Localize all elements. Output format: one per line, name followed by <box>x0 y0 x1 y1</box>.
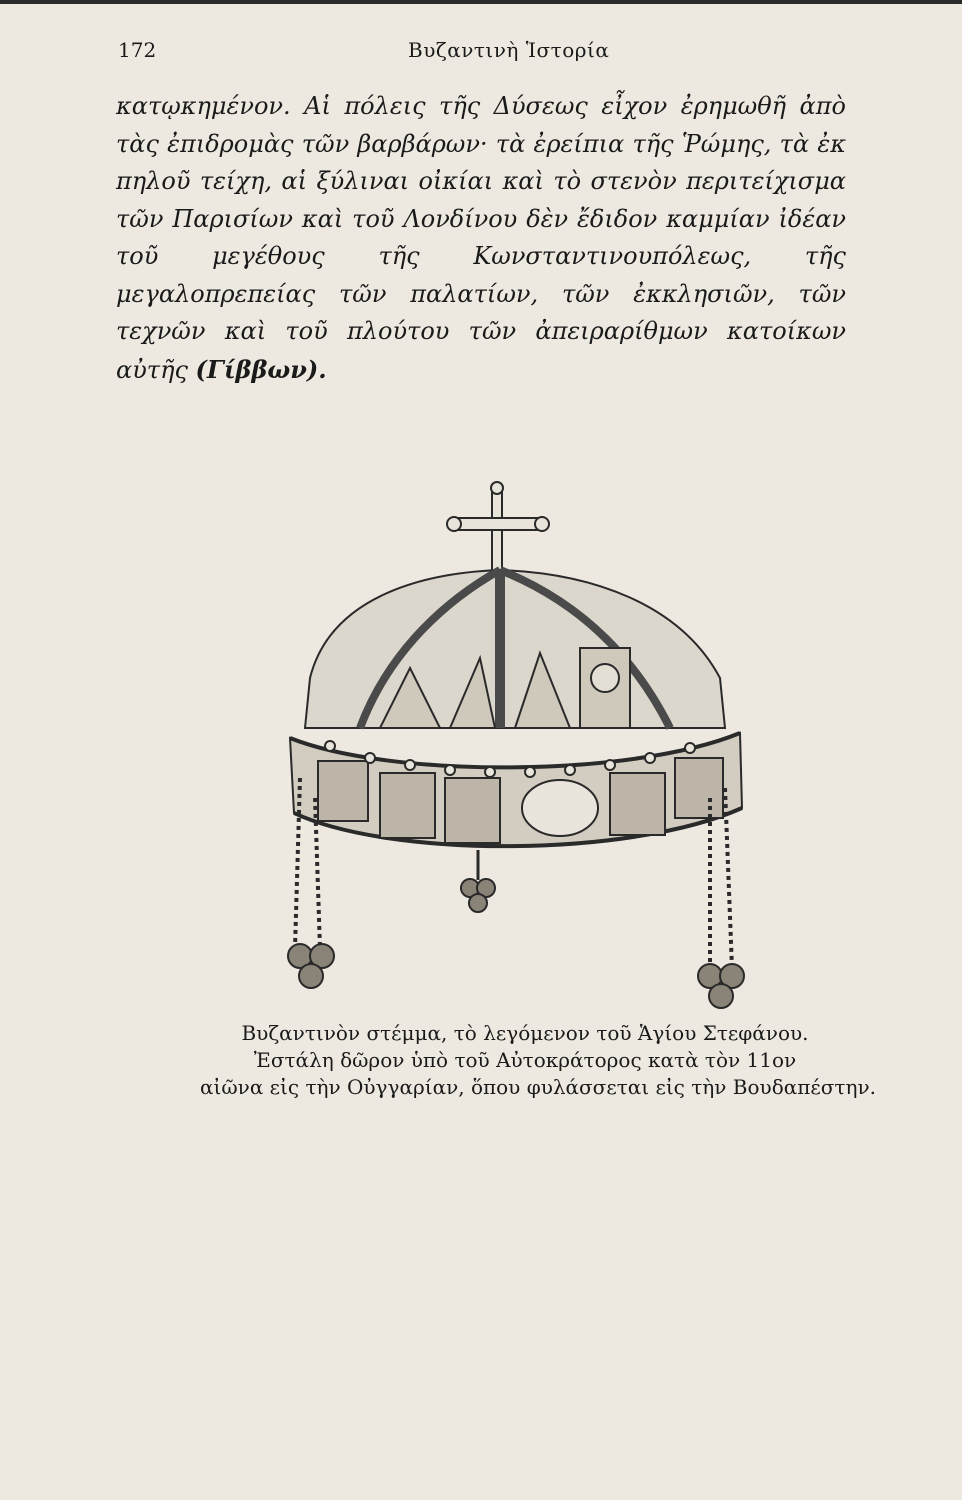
figure-caption <box>200 1020 876 1101</box>
caption-line: Βυζαντινὸν στέμμα, τὸ λεγόμενον τοῦ Ἁγίου Στεφάνου. <box>241 1021 809 1045</box>
page-number: 172 <box>118 38 157 62</box>
cross-arm <box>452 518 544 530</box>
page-header <box>118 38 838 68</box>
caption-line: αἰῶνα εἰς τὴν Οὐγγαρίαν, ὅπου φυλάσσεται εἰς τὴν Βουδαπέστην. <box>200 1075 876 1099</box>
holy-crown-of-hungary-engraving <box>270 478 770 1018</box>
crown-illustration <box>270 478 770 1018</box>
page-top-rule <box>0 0 962 4</box>
running-title: Βυζαντινὴ Ἱστορία <box>408 38 610 62</box>
quoted-passage <box>116 88 846 389</box>
quote-attribution: (Γίββων). <box>195 354 327 384</box>
quote-text: κατῳκημένον. Αἱ πόλεις τῆς Δύσεως εἶχον ἐρημωθῆ ἀπὸ τὰς ἐπιδρομὰς τῶν βαρβάρων· τὰ ἐρείπια τῆς Ῥώμης, τὰ ἐκ πηλοῦ τείχη, αἱ ξύλιναι οἰκίαι καὶ τὸ στενὸν περιτείχισμα τῶν Παρισίων καὶ τοῦ Λονδίνου δὲν ἔδιδον καμμίαν ἰδέαν τοῦ μεγέθους τῆς Κωνσταντινουπόλεως, τῆς μεγαλοπρεπείας τῶν παλατίων, τῶν ἐκκλησιῶν, τῶν τεχνῶν καὶ τοῦ πλούτου τῶν ἀπειραρίθμων κατοίκων αὐτῆς <box>116 92 846 384</box>
caption-line: Ἐστάλη δῶρον ὑπὸ τοῦ Αὐτοκράτορος κατὰ τὸν 11ον <box>253 1048 797 1072</box>
cross-shaft <box>492 486 502 578</box>
